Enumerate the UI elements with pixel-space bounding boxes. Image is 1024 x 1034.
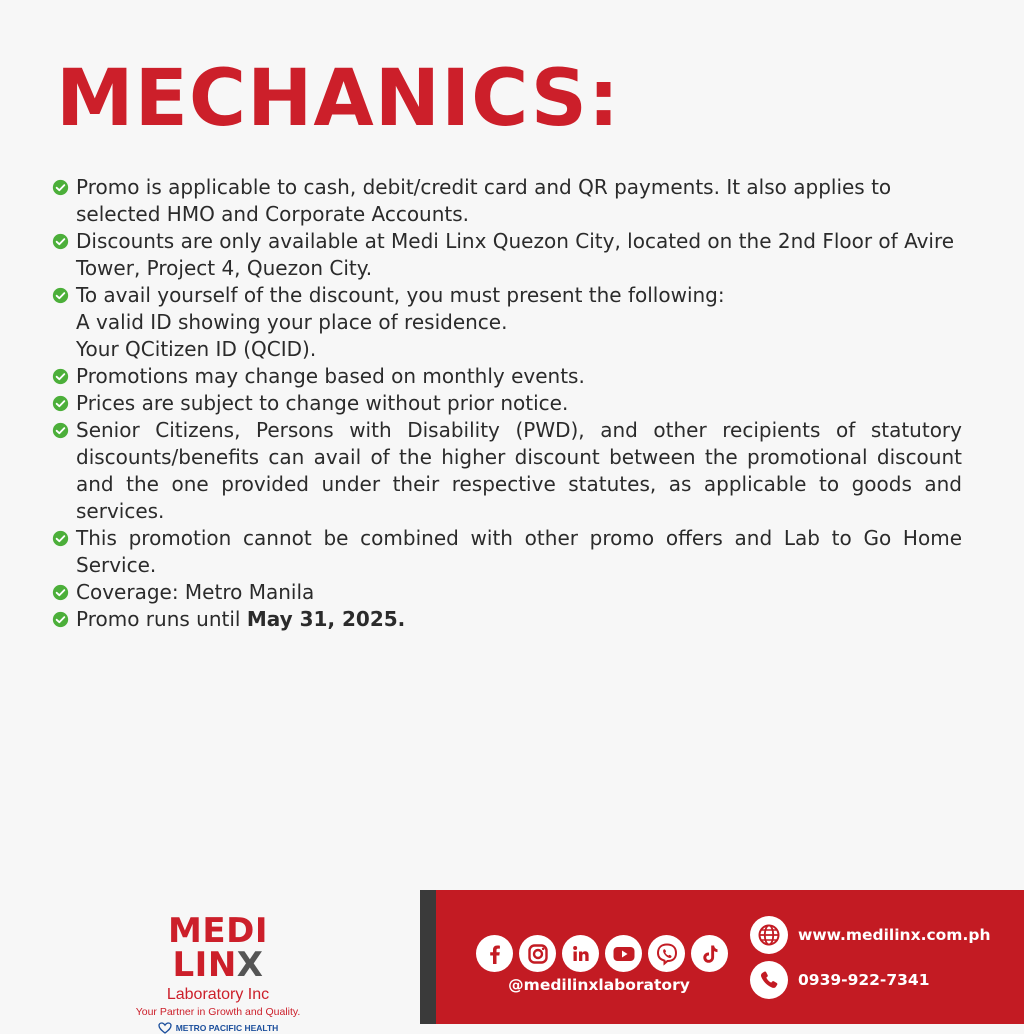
list-item-text: Prices are subject to change without prior notice. <box>76 391 569 415</box>
list-item <box>52 417 962 525</box>
list-item <box>52 228 962 282</box>
logo-wordmark <box>118 911 318 985</box>
instagram-icon[interactable] <box>519 935 556 972</box>
website-link[interactable]: www.medilinx.com.ph <box>798 926 991 944</box>
sub-item-text: A valid ID showing your place of residence. <box>76 310 508 334</box>
list-item-text: Senior Citizens, Persons with Disability (PWD), and other recipients of statutory discounts/benefits can avail of the higher discount between the promotional discount and the one provided under their respective statutes, as applicable to goods and services. <box>76 418 962 523</box>
linkedin-icon[interactable] <box>562 935 599 972</box>
sub-item-text: Your QCitizen ID (QCID). <box>76 337 317 361</box>
check-circle-icon <box>52 422 69 439</box>
check-circle-icon <box>52 395 69 412</box>
check-circle-icon <box>52 530 69 547</box>
website-contact[interactable] <box>750 916 990 954</box>
phone-contact[interactable] <box>750 961 930 999</box>
list-item-text: Discounts are only available at Medi Linx Quezon City, located on the 2nd Floor of Avire Tower, Project 4, Quezon City. <box>76 229 955 280</box>
logo-tagline: Your Partner in Growth and Quality. <box>135 1006 301 1018</box>
logo-wordmark-x: X <box>236 945 264 985</box>
sub-list-item <box>52 309 962 336</box>
social-handle[interactable]: @medilinxlaboratory <box>508 976 690 994</box>
globe-icon <box>750 916 788 954</box>
phone-icon <box>750 961 788 999</box>
logo-subtitle: Laboratory Inc <box>166 986 270 1003</box>
tiktok-icon[interactable] <box>691 935 728 972</box>
list-item <box>52 363 962 390</box>
footer-stripe <box>420 890 436 1024</box>
facebook-icon[interactable] <box>476 935 513 972</box>
list-item <box>52 525 962 579</box>
list-item-text: This promotion cannot be combined with other promo offers and Lab to Go Home Service. <box>76 526 962 577</box>
logo-wordmark-main: MEDI LIN <box>168 911 268 985</box>
mechanics-list <box>52 174 962 633</box>
list-item <box>52 282 962 309</box>
list-item-text: Promotions may change based on monthly events. <box>76 364 585 388</box>
list-item <box>52 174 962 228</box>
viber-icon[interactable] <box>648 935 685 972</box>
check-circle-icon <box>52 233 69 250</box>
social-icons <box>476 935 728 972</box>
check-circle-icon <box>52 287 69 304</box>
check-circle-icon <box>52 368 69 385</box>
check-circle-icon <box>52 611 69 628</box>
list-item-text: Coverage: Metro Manila <box>76 580 315 604</box>
sub-list-item <box>52 336 962 363</box>
list-item <box>52 390 962 417</box>
list-item <box>52 579 962 606</box>
list-item-text: Promo is applicable to cash, debit/credit card and QR payments. It also applies to selected HMO and Corporate Accounts. <box>76 175 892 226</box>
check-circle-icon <box>52 584 69 601</box>
medilinx-logo <box>118 911 318 1034</box>
list-item <box>52 606 962 633</box>
promo-end-date: May 31, 2025. <box>246 607 406 631</box>
youtube-icon[interactable] <box>605 935 642 972</box>
list-item-text: Promo runs until <box>76 607 247 631</box>
check-circle-icon <box>52 179 69 196</box>
page-title: MECHANICS: <box>56 54 621 144</box>
list-item-text: To avail yourself of the discount, you must present the following: <box>76 283 725 307</box>
parent-logo-text: METRO PACIFIC HEALTH <box>175 1023 279 1033</box>
phone-number[interactable]: 0939-922-7341 <box>798 971 930 989</box>
